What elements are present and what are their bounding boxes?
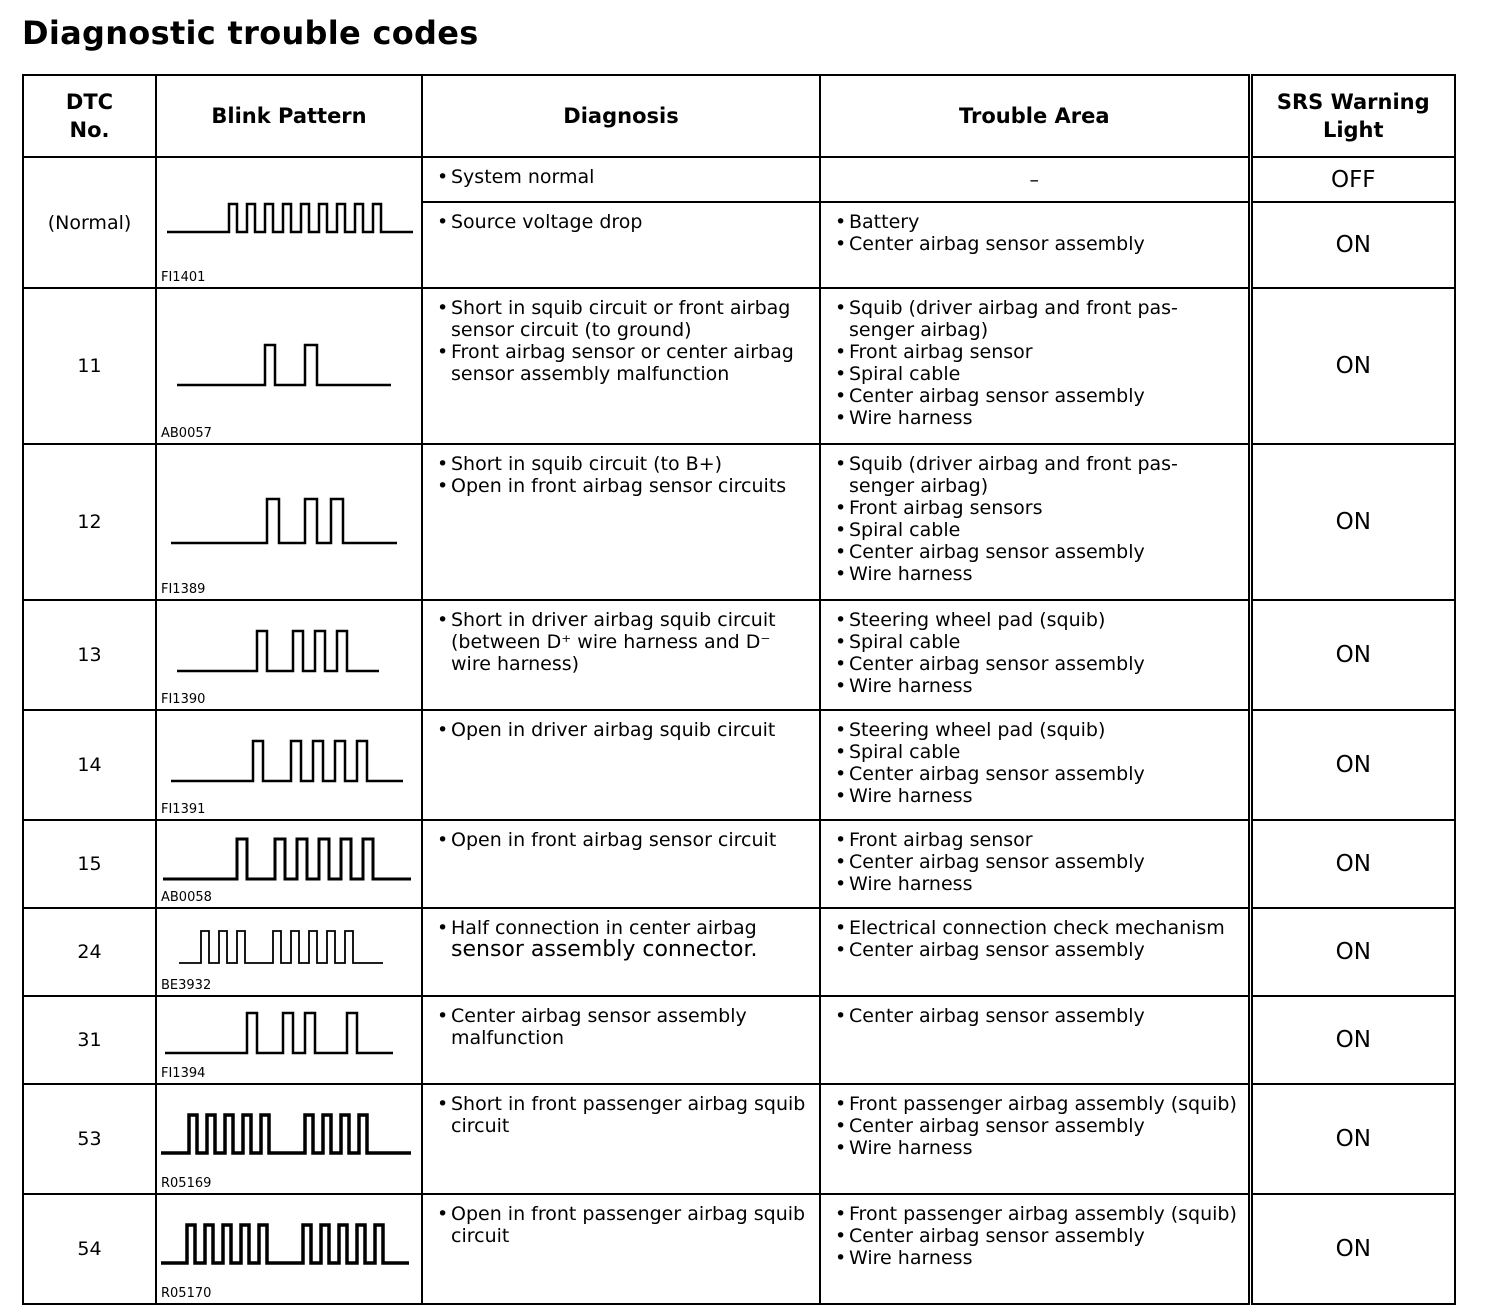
list-item: • Open in front airbag sensor circuits	[437, 475, 811, 497]
table-row	[23, 996, 1455, 1084]
figure-code: FI1389	[161, 582, 206, 597]
page-title: Diagnostic trouble codes	[22, 14, 479, 52]
dtc-code: 13	[23, 600, 156, 710]
list-item: • Spiral cable	[835, 631, 1240, 653]
list-item: • Front airbag sensors	[835, 497, 1240, 519]
list-item: • Front airbag sensor	[835, 341, 1240, 363]
srs-warning-light: ON	[1250, 288, 1455, 444]
trouble-area-cell	[820, 996, 1250, 1084]
diagnosis-text: Half connection in center airbag	[451, 917, 757, 939]
list-item: • Open in driver airbag squib circuit	[437, 719, 811, 741]
figure-code: AB0057	[161, 426, 212, 441]
list-item: • Short in squib circuit (to B+)	[437, 453, 811, 475]
list-item: • System normal	[437, 166, 811, 188]
list-item: • Wire harness	[835, 1247, 1240, 1269]
table-row	[23, 1194, 1455, 1304]
diagnosis-cell	[422, 710, 820, 820]
list-item: • Wire harness	[835, 675, 1240, 697]
srs-warning-light: ON	[1250, 908, 1455, 996]
dtc-code: 11	[23, 288, 156, 444]
figure-code: FI1390	[161, 692, 206, 707]
list-item: • Center airbag sensor assembly	[835, 653, 1240, 675]
blink-pattern-graphic	[157, 289, 423, 445]
list-item: • Wire harness	[835, 785, 1240, 807]
srs-warning-light: ON	[1250, 600, 1455, 710]
trouble-area-cell	[820, 288, 1250, 444]
list-item: • Front passenger airbag assembly (squib)	[835, 1203, 1240, 1225]
diagnosis-cell	[422, 157, 820, 202]
table-row	[23, 1084, 1455, 1194]
table-row	[23, 444, 1455, 600]
blink-pattern	[156, 288, 422, 444]
list-item: • Center airbag sensor assembly	[835, 233, 1240, 255]
dtc-code: 12	[23, 444, 156, 600]
list-item: • Squib (driver airbag and front pas-senger airbag)	[835, 297, 1240, 341]
blink-pattern	[156, 820, 422, 908]
srs-warning-light: ON	[1250, 996, 1455, 1084]
trouble-area-cell	[820, 820, 1250, 908]
diagnosis-cell	[422, 444, 820, 600]
dtc-code: 31	[23, 996, 156, 1084]
blink-pattern	[156, 157, 422, 288]
list-item: • Source voltage drop	[437, 211, 811, 233]
header-srs-warning-light: SRS Warning Light	[1250, 75, 1455, 157]
list-item: • Steering wheel pad (squib)	[835, 609, 1240, 631]
diagnosis-cell	[422, 202, 820, 288]
list-item	[437, 917, 811, 961]
trouble-area-cell: –	[820, 157, 1250, 202]
diagnosis-cell	[422, 288, 820, 444]
diagnosis-cell	[422, 908, 820, 996]
list-item: • Spiral cable	[835, 363, 1240, 385]
table-row	[23, 600, 1455, 710]
diagnosis-cell	[422, 996, 820, 1084]
diagnosis-cell	[422, 820, 820, 908]
srs-warning-light: ON	[1250, 444, 1455, 600]
figure-code: BE3932	[161, 978, 212, 993]
list-item: • Front passenger airbag assembly (squib)	[835, 1093, 1240, 1115]
list-item: • Electrical connection check mechanism	[835, 917, 1240, 939]
list-item: • Wire harness	[835, 407, 1240, 429]
table-row	[23, 157, 1455, 202]
trouble-area-cell	[820, 600, 1250, 710]
figure-code: FI1401	[161, 270, 206, 285]
blink-pattern	[156, 1194, 422, 1304]
trouble-area-cell	[820, 202, 1250, 288]
figure-code: R05169	[161, 1176, 212, 1191]
table-row	[23, 710, 1455, 820]
dtc-code: 53	[23, 1084, 156, 1194]
list-item: • Battery	[835, 211, 1240, 233]
list-item: • Short in driver airbag squib circuit (between D⁺ wire harness and D⁻ wire harness)	[437, 609, 811, 675]
trouble-area-cell	[820, 444, 1250, 600]
srs-warning-light: ON	[1250, 202, 1455, 288]
dtc-code: 24	[23, 908, 156, 996]
list-item: • Short in squib circuit or front airbag sensor circuit (to ground)	[437, 297, 811, 341]
list-item: • Squib (driver airbag and front pas-senger airbag)	[835, 453, 1240, 497]
blink-pattern-graphic	[157, 445, 423, 601]
list-item: • Center airbag sensor assembly	[835, 541, 1240, 563]
list-item: • Steering wheel pad (squib)	[835, 719, 1240, 741]
blink-pattern	[156, 710, 422, 820]
header-row	[23, 75, 1455, 157]
dtc-code: 14	[23, 710, 156, 820]
srs-warning-light: ON	[1250, 820, 1455, 908]
table-row	[23, 288, 1455, 444]
list-item: • Spiral cable	[835, 519, 1240, 541]
list-item: • Front airbag sensor or center airbag sensor assembly malfunction	[437, 341, 811, 385]
srs-warning-light: ON	[1250, 1084, 1455, 1194]
list-item: • Open in front passenger airbag squib circuit	[437, 1203, 811, 1247]
dtc-code: 15	[23, 820, 156, 908]
dtc-code: (Normal)	[23, 157, 156, 288]
list-item: • Open in front airbag sensor circuit	[437, 829, 811, 851]
list-item: • Short in front passenger airbag squib circuit	[437, 1093, 811, 1137]
blink-pattern	[156, 996, 422, 1084]
figure-code: FI1391	[161, 802, 206, 817]
blink-pattern	[156, 600, 422, 710]
list-item: • Center airbag sensor assembly	[835, 1005, 1240, 1027]
trouble-area-cell	[820, 710, 1250, 820]
list-item: • Center airbag sensor assembly	[835, 1115, 1240, 1137]
blink-pattern	[156, 908, 422, 996]
table-row	[23, 820, 1455, 908]
dtc-table	[22, 74, 1456, 1305]
blink-pattern	[156, 444, 422, 600]
trouble-area-cell	[820, 1194, 1250, 1304]
list-item: • Center airbag sensor assembly	[835, 385, 1240, 407]
figure-code: FI1394	[161, 1066, 206, 1081]
blink-pattern	[156, 1084, 422, 1194]
trouble-area-cell	[820, 908, 1250, 996]
list-item: • Center airbag sensor assembly malfunction	[437, 1005, 811, 1049]
list-item: • Center airbag sensor assembly	[835, 851, 1240, 873]
list-item: • Center airbag sensor assembly	[835, 1225, 1240, 1247]
list-item: • Wire harness	[835, 563, 1240, 585]
list-item: • Front airbag sensor	[835, 829, 1240, 851]
list-item: • Center airbag sensor assembly	[835, 939, 1240, 961]
figure-code: R05170	[161, 1286, 212, 1301]
diagnosis-cell	[422, 1194, 820, 1304]
header-diagnosis: Diagnosis	[422, 75, 820, 157]
trouble-area-cell	[820, 1084, 1250, 1194]
figure-code: AB0058	[161, 890, 212, 905]
header-trouble-area: Trouble Area	[820, 75, 1250, 157]
header-dtc-no: DTC No.	[23, 75, 156, 157]
diagnosis-text: sensor assembly connector.	[451, 937, 758, 962]
srs-warning-light: OFF	[1250, 157, 1455, 202]
table-row	[23, 908, 1455, 996]
list-item: • Wire harness	[835, 873, 1240, 895]
list-item: • Spiral cable	[835, 741, 1240, 763]
dtc-code: 54	[23, 1194, 156, 1304]
diagnosis-cell	[422, 1084, 820, 1194]
srs-warning-light: ON	[1250, 1194, 1455, 1304]
list-item: • Wire harness	[835, 1137, 1240, 1159]
srs-warning-light: ON	[1250, 710, 1455, 820]
diagnosis-cell	[422, 600, 820, 710]
header-blink-pattern: Blink Pattern	[156, 75, 422, 157]
list-item: • Center airbag sensor assembly	[835, 763, 1240, 785]
